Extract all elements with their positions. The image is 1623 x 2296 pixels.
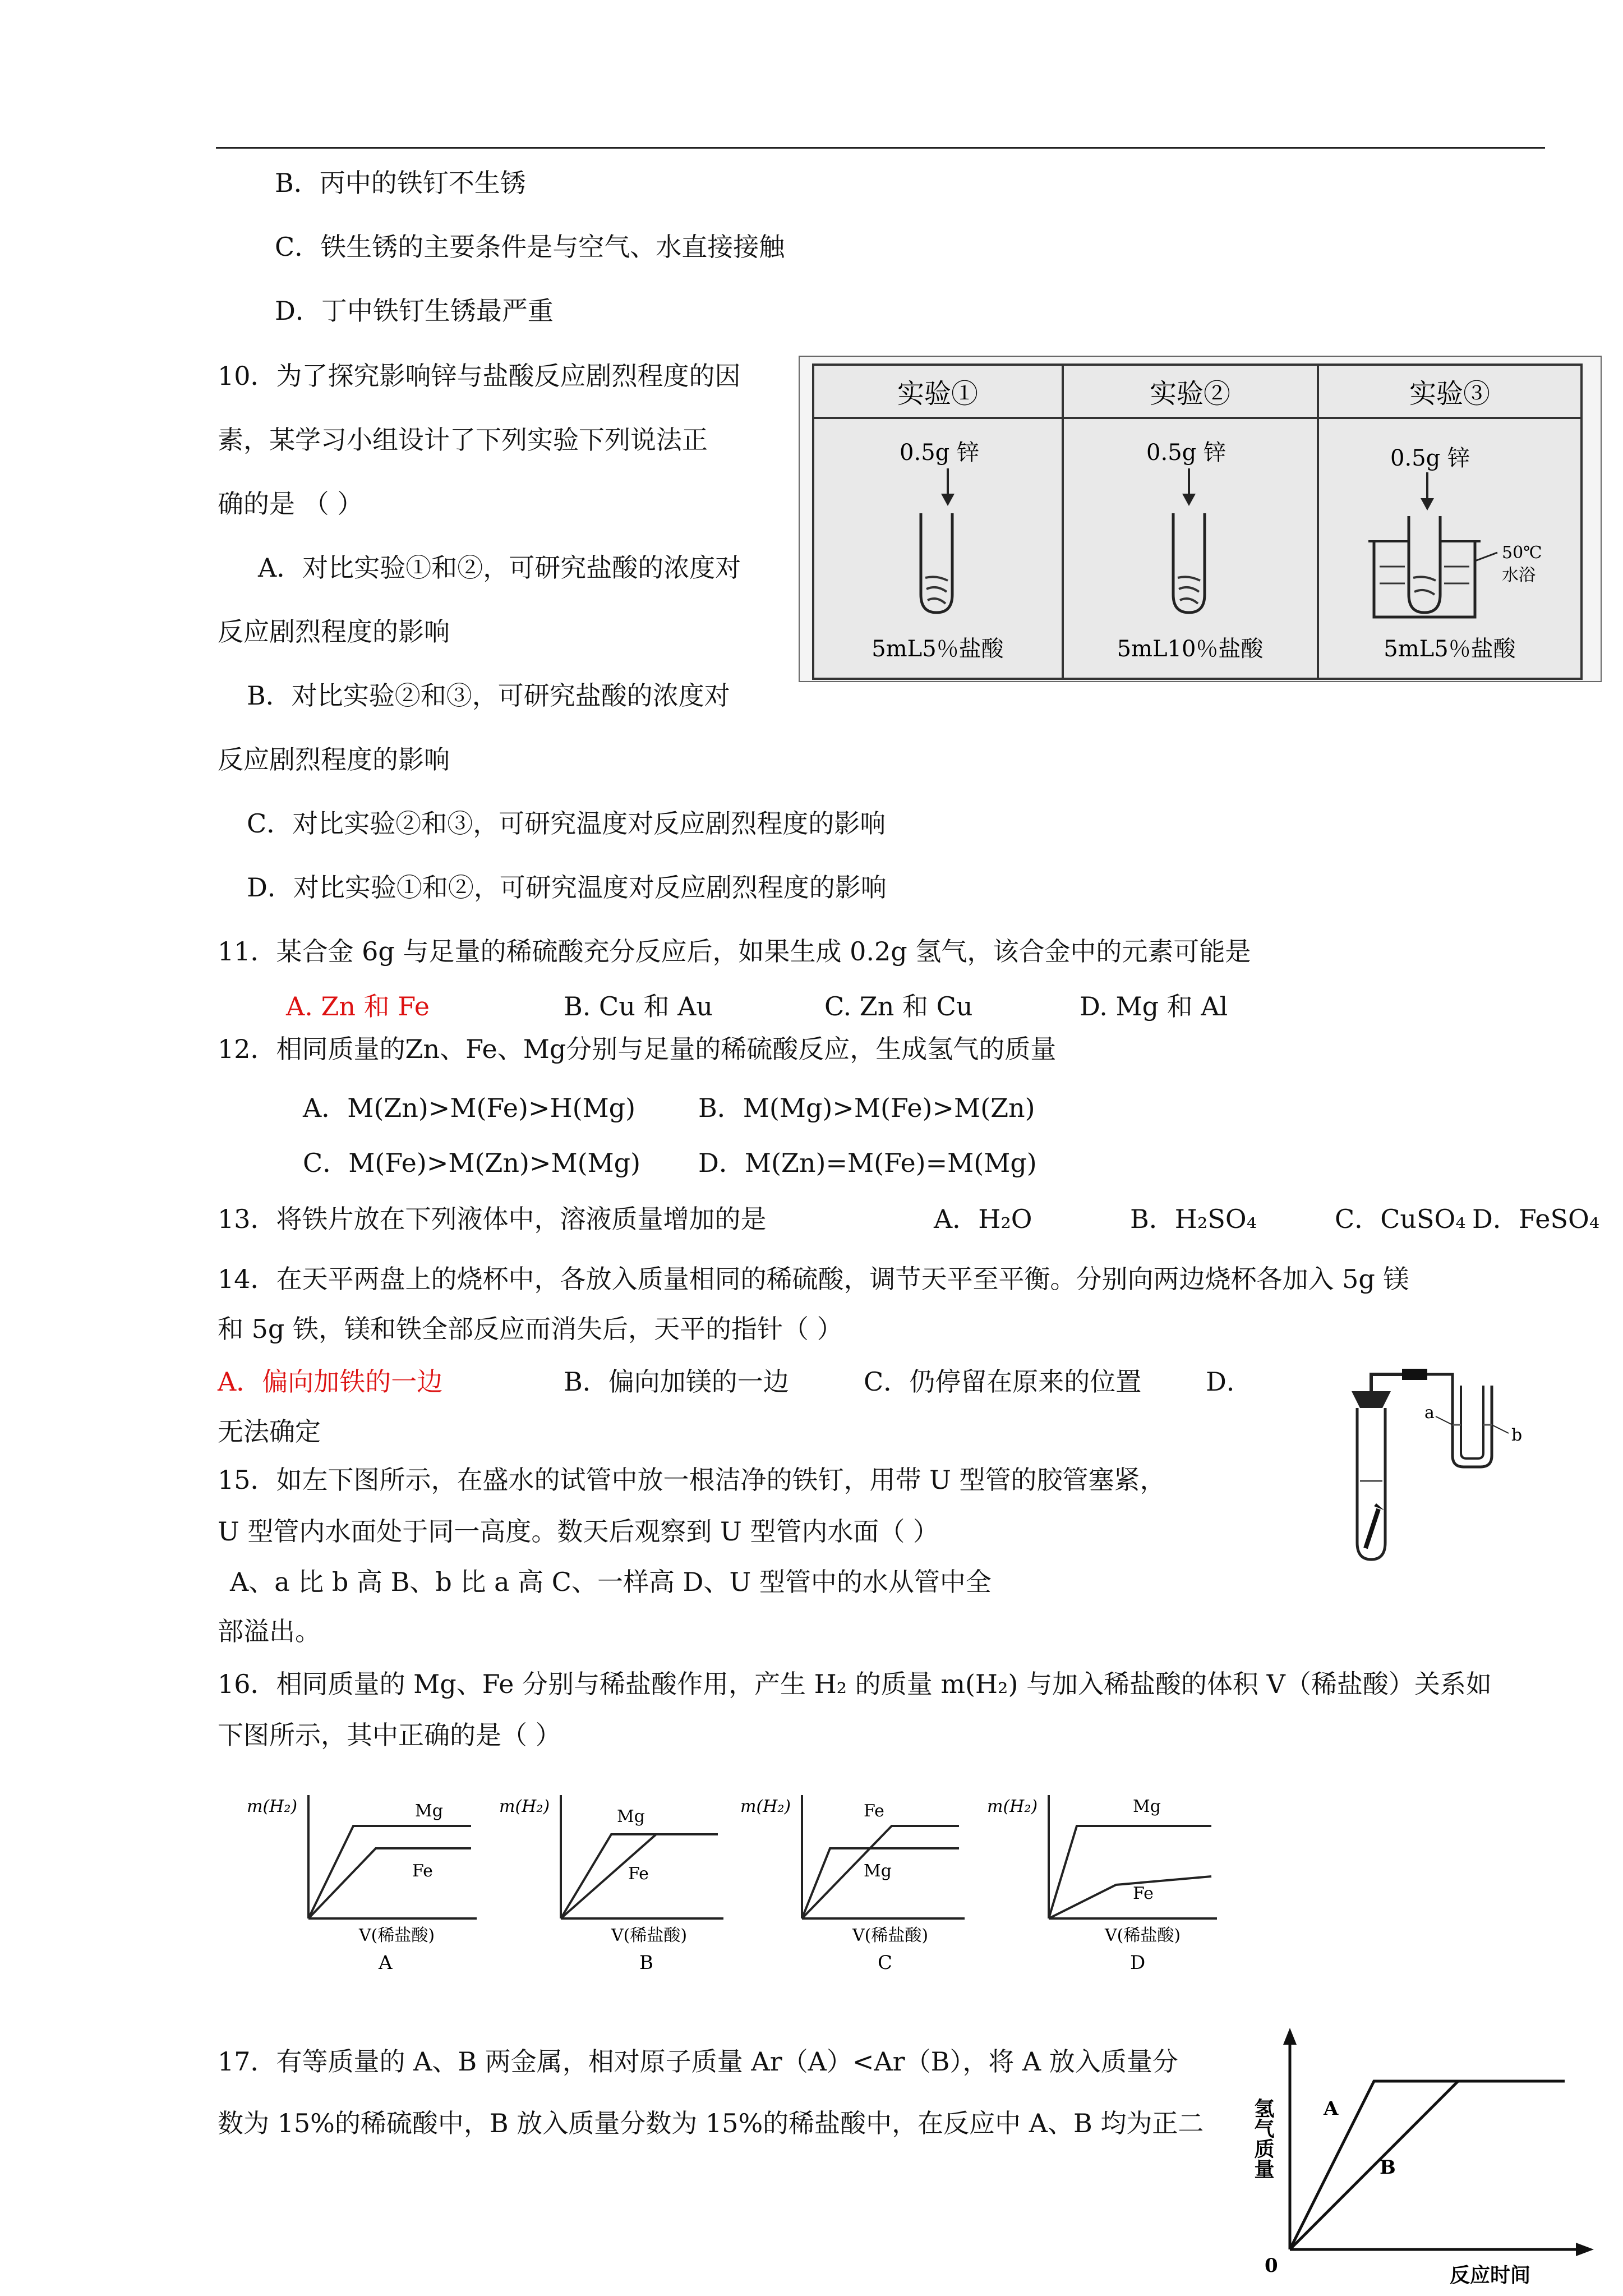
q14-stem-line2: 和 5g 铁，镁和铁全部反应而消失后，天平的指针（ ）	[218, 1314, 843, 1344]
q17-stem-line1: 17．有等质量的 A、B 两金属，相对原子质量 Ar（A）<Ar（B），将 A 放入质量分	[218, 2046, 1178, 2077]
origin-label: 0	[1265, 2254, 1278, 2277]
q15-stem-line2: U 型管内水面处于同一高度。数天后观察到 U 型管内水面（ ）	[218, 1516, 939, 1547]
q10-option-b-line2: 反应剧烈程度的影响	[218, 744, 450, 775]
label-b: b	[1511, 1425, 1523, 1445]
q17-xlabel: 反应时间	[1450, 2263, 1531, 2287]
q10-option-c: C．对比实验②和③，可研究温度对反应剧烈程度的影响	[247, 808, 886, 839]
rubber-tube	[1402, 1369, 1427, 1380]
graph-c-bottom-label: Mg	[864, 1861, 892, 1881]
q13-option-c: C．CuSO₄	[1335, 1204, 1466, 1234]
label-a: a	[1424, 1403, 1435, 1423]
q11-option-a: A. Zn 和 Fe	[286, 991, 430, 1022]
q9-option-c: C．铁生锈的主要条件是与空气、水直接接触	[275, 232, 785, 262]
q16-stem-line2: 下图所示，其中正确的是（ ）	[218, 1720, 561, 1750]
q17-ylabel	[1251, 2098, 1275, 2179]
q14-option-d-cont: 无法确定	[218, 1416, 321, 1447]
graph-d	[987, 1795, 1217, 1974]
q12-option-b: B．M(Mg)>M(Fe)>M(Zn)	[698, 1093, 1035, 1123]
graph-c-letter: C	[878, 1952, 893, 1974]
iron-nail	[1366, 1509, 1378, 1548]
x-axis-arrow-icon	[1576, 2243, 1594, 2256]
exp3-bath-temp: 50℃	[1502, 543, 1542, 563]
q10-option-b-line1: B．对比实验②和③，可研究盐酸的浓度对	[247, 680, 730, 711]
q14-option-d: D．	[1206, 1366, 1252, 1397]
q15-u-tube-figure	[1340, 1363, 1542, 1576]
line-b	[1290, 2081, 1458, 2249]
q13-stem: 13．将铁片放在下列液体中，溶液质量增加的是	[218, 1204, 767, 1234]
q10-stem-line3: 确的是 （ ）	[218, 489, 363, 519]
graph-c-ylabel: m(H₂)	[740, 1797, 791, 1816]
graph-b	[499, 1795, 723, 1974]
q12-option-a: A．M(Zn)>M(Fe)>H(Mg)	[303, 1093, 636, 1123]
exp2-acid-label: 5mL10％盐酸	[1117, 636, 1264, 662]
rubber-stopper	[1352, 1391, 1391, 1408]
graph-a-fe-line	[308, 1848, 471, 1918]
q11-stem: 11．某合金 6g 与足量的稀硫酸充分反应后，如果生成 0.2g 氢气，该合金中的元素可能是	[218, 936, 1251, 967]
q10-option-d: D．对比实验①和②，可研究温度对反应剧烈程度的影响	[247, 872, 887, 903]
graph-d-fe-line	[1049, 1876, 1211, 1918]
graph-a-bottom-label: Fe	[412, 1861, 433, 1881]
y-axis-arrow-icon	[1283, 2028, 1297, 2045]
graph-b-letter: B	[639, 1952, 653, 1974]
q14-option-a: A．偏向加铁的一边	[218, 1366, 443, 1397]
exp1-zinc-label: 0.5g 锌	[900, 440, 979, 466]
q13-option-b: B．H₂SO₄	[1130, 1204, 1257, 1234]
q11-option-b: B. Cu 和 Au	[564, 991, 713, 1022]
line-b-label: B	[1380, 2156, 1396, 2179]
q14-stem-line1: 14．在天平两盘上的烧杯中，各放入质量相同的稀硫酸，调节天平至平衡。分别向两边烧杯各加入 5g 镁	[218, 1264, 1409, 1294]
q10-option-a-line1: A．对比实验①和②，可研究盐酸的浓度对	[258, 553, 741, 583]
q17-stem-line2: 数为 15%的稀硫酸中，B 放入质量分数为 15%的稀盐酸中，在反应中 A、B 均为正二	[218, 2108, 1204, 2138]
graph-b-xlabel: V(稀盐酸)	[611, 1926, 688, 1945]
graph-d-letter: D	[1130, 1952, 1146, 1974]
q9-option-b: B．丙中的铁钉不生锈	[275, 168, 526, 198]
q11-option-d: D. Mg 和 Al	[1080, 991, 1228, 1022]
header-rule	[216, 147, 1545, 149]
q16-graphs	[241, 1773, 1251, 1975]
graph-a-letter: A	[379, 1952, 393, 1974]
exp3-acid-label: 5mL5％盐酸	[1384, 636, 1516, 662]
graph-c-xlabel: V(稀盐酸)	[852, 1926, 929, 1945]
graph-c-mg-line	[802, 1848, 959, 1918]
u-tube	[1427, 1374, 1492, 1467]
exp3-title: 实验③	[1409, 378, 1491, 409]
graph-d-mg-line	[1049, 1826, 1211, 1918]
q13-option-d: D．FeSO₄	[1472, 1204, 1600, 1234]
q12-stem: 12．相同质量的Zn、Fe、Mg分别与足量的稀硫酸反应，生成氢气的质量	[218, 1034, 1057, 1064]
q15-options-cont: 部溢出。	[218, 1616, 321, 1646]
q10-option-a-line2: 反应剧烈程度的影响	[218, 616, 450, 647]
q13-option-a: A．H₂O	[934, 1204, 1032, 1234]
graph-a-ylabel: m(H₂)	[247, 1797, 298, 1816]
exp3-bath-label: 水浴	[1502, 565, 1536, 585]
exp3-zinc-label: 0.5g 锌	[1390, 445, 1470, 471]
q15-options: A、a 比 b 高 B、b 比 a 高 C、一样高 D、U 型管中的水从管中全	[230, 1567, 992, 1597]
q16-stem-line1: 16．相同质量的 Mg、Fe 分别与稀盐酸作用，产生 H₂ 的质量 m(H₂) 与加入稀盐酸的体积 V（稀盐酸）关系如	[218, 1669, 1492, 1699]
q14-option-b: B．偏向加镁的一边	[564, 1366, 789, 1397]
q12-option-c: C．M(Fe)>M(Zn)>M(Mg)	[303, 1148, 641, 1178]
graph-a-top-label: Mg	[415, 1801, 443, 1821]
graph-b-top-label: Mg	[617, 1807, 645, 1826]
graph-c-top-label: Fe	[864, 1801, 884, 1821]
q10-stem-line2: 素，某学习小组设计了下列实验下列说法正	[218, 425, 708, 455]
q9-option-d: D．丁中铁钉生锈最严重	[275, 296, 554, 326]
exp1-acid-label: 5mL5％盐酸	[872, 636, 1004, 662]
graph-a-mg-line	[308, 1826, 471, 1918]
q12-option-d: D．M(Zn)=M(Fe)=M(Mg)	[698, 1148, 1037, 1178]
graph-c	[740, 1795, 965, 1974]
exp1-title: 实验①	[897, 378, 979, 409]
graph-a	[247, 1795, 477, 1974]
graph-d-ylabel: m(H₂)	[987, 1797, 1038, 1816]
q17-graph	[1251, 2025, 1610, 2289]
graph-b-ylabel: m(H₂)	[499, 1797, 550, 1816]
q11-option-c: C. Zn 和 Cu	[824, 991, 973, 1022]
graph-d-bottom-label: Fe	[1133, 1884, 1154, 1903]
graph-a-xlabel: V(稀盐酸)	[359, 1926, 435, 1945]
graph-d-top-label: Mg	[1133, 1797, 1161, 1816]
q10-stem-line1: 10．为了探究影响锌与盐酸反应剧烈程度的因	[218, 361, 741, 391]
exp2-zinc-label: 0.5g 锌	[1146, 440, 1226, 466]
graph-d-xlabel: V(稀盐酸)	[1105, 1926, 1181, 1945]
exp2-title: 实验②	[1149, 378, 1231, 409]
line-a-label: A	[1324, 2097, 1339, 2120]
graph-b-bottom-label: Fe	[628, 1864, 649, 1884]
q10-experiment-figure	[796, 353, 1604, 684]
q15-stem-line1: 15．如左下图所示，在盛水的试管中放一根洁净的铁钉，用带 U 型管的胶管塞紧，	[218, 1465, 1166, 1495]
svg-text:氢气质量: 氢气质量	[1251, 2098, 1275, 2179]
q14-option-c: C．仍停留在原来的位置	[864, 1366, 1142, 1397]
